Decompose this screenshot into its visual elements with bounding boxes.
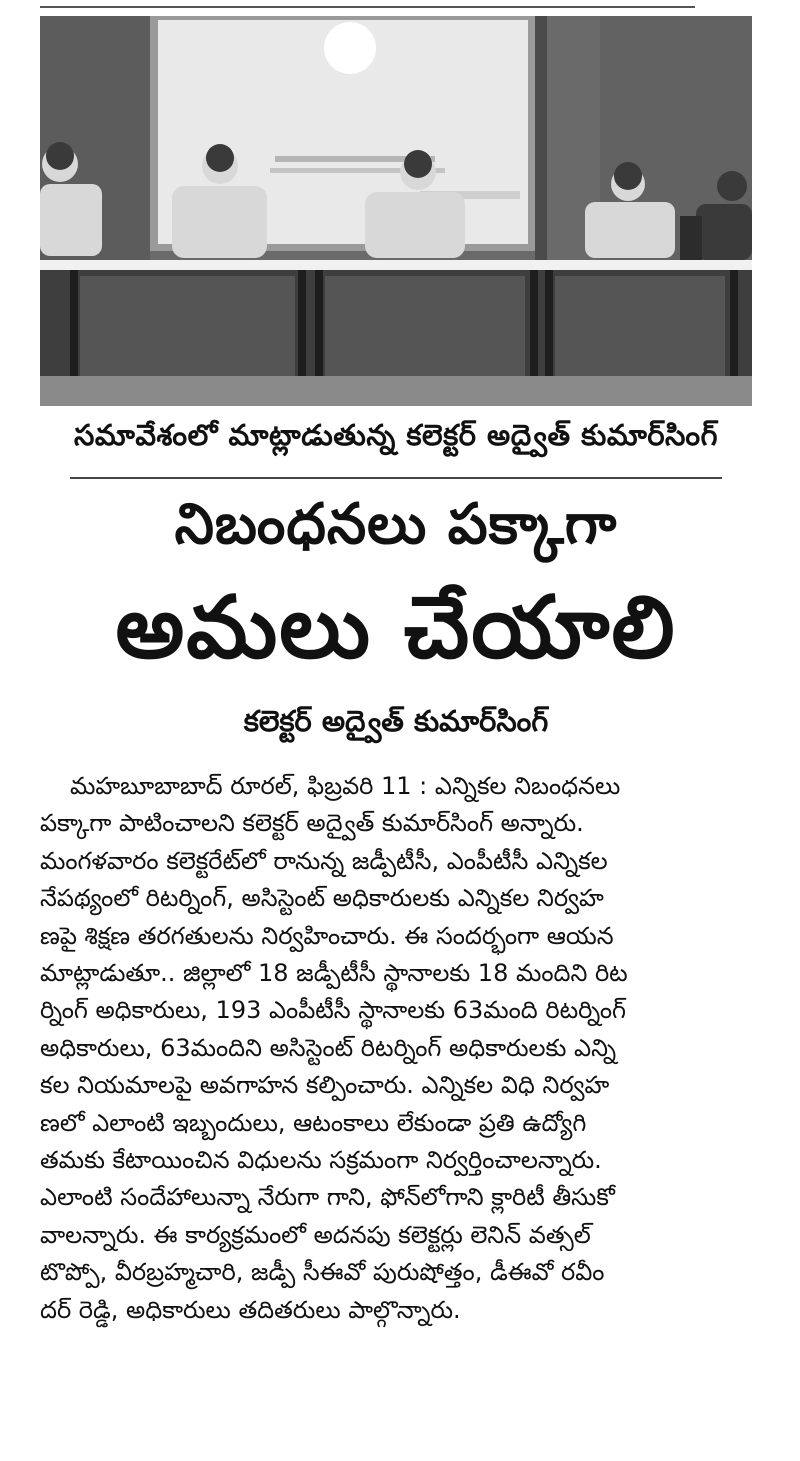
- article-line: నేపథ్యంలో రిటర్నింగ్, అసిస్టెంట్ అధికారులకు ఎన్నికల నిర్వహ: [40, 884, 604, 913]
- article-line: కల నియమాలపై అవగాహన కల్పించారు. ఎన్నికల విధి నిర్వహ: [40, 1071, 610, 1100]
- headline-line-1: నిబంధనలు పక్కాగా: [174, 492, 618, 557]
- meeting-photo-icon: [40, 16, 752, 406]
- article-line: ణలో ఎలాంటి ఇబ్బందులు, ఆటంకాలు లేకుండా ప్రతి ఉద్యోగి: [40, 1108, 587, 1137]
- article-line: వాలన్నారు. ఈ కార్యక్రమంలో అదనపు కలెక్టర్లు లెనిన్ వత్సల్: [40, 1220, 591, 1249]
- article-line: ణపై శిక్షణ తరగతులను నిర్వహించారు. ఈ సందర్భంగా ఆయన: [40, 921, 614, 950]
- article-line: దర్ రెడ్డి, అధికారులు తదితరులు పాల్గొన్నారు.: [40, 1295, 461, 1324]
- headline-line-2: అమలు చేయాలి: [115, 578, 677, 678]
- article-line: మహబూబాబాద్ రూరల్, ఫిబ్రవరి 11 : ఎన్నికల నిబంధనలు: [70, 772, 621, 800]
- article-line: పక్కాగా పాటించాలని కలెక్టర్ అద్వైత్ కుమార్‌సింగ్ అన్నారు.: [40, 809, 584, 838]
- top-rule: [40, 0, 695, 8]
- meeting-photo: [40, 16, 752, 406]
- photo-caption: సమావేశంలో మాట్లాడుతున్న కలెక్టర్ అద్వైత్ కుమార్‌సింగ్: [74, 418, 718, 452]
- article-line: అధికారులు, 63మందిని అసిస్టెంట్ రిటర్నింగ్ అధికారులకు ఎన్ని: [40, 1033, 617, 1062]
- article-line: ఎలాంటి సందేహాలున్నా నేరుగా గాని, ఫోన్‌లోగాని క్లారిటీ తీసుకో: [40, 1183, 615, 1212]
- article-line: మంగళవారం కలెక్టరేట్‌లో రానున్న జడ్పీటీసీ, ఎంపీటీసీ ఎన్నికల: [40, 846, 608, 875]
- article-line: తమకు కేటాయించిన విధులను సక్రమంగా నిర్వర్తించాలన్నారు.: [40, 1146, 602, 1175]
- article-body: [40, 768, 752, 1329]
- article-line: మాట్లాడుతూ.. జిల్లాలో 18 జడ్పీటీసీ స్థానాలకు 18 మందిని రిట: [40, 959, 628, 988]
- caption-divider: [70, 477, 722, 479]
- byline: కలెక్టర్ అద్వైత్ కుమార్‌సింగ్: [243, 704, 549, 738]
- article-line: ర్నింగ్ అధికారులు, 193 ఎంపీటీసీ స్థానాలకు 63మంది రిటర్నింగ్: [40, 996, 626, 1025]
- article-line: టొప్పో, వీరబ్రహ్మచారి, జడ్పీ సీఈవో పురుషోత్తం, డీఈవో రవీం: [40, 1258, 605, 1287]
